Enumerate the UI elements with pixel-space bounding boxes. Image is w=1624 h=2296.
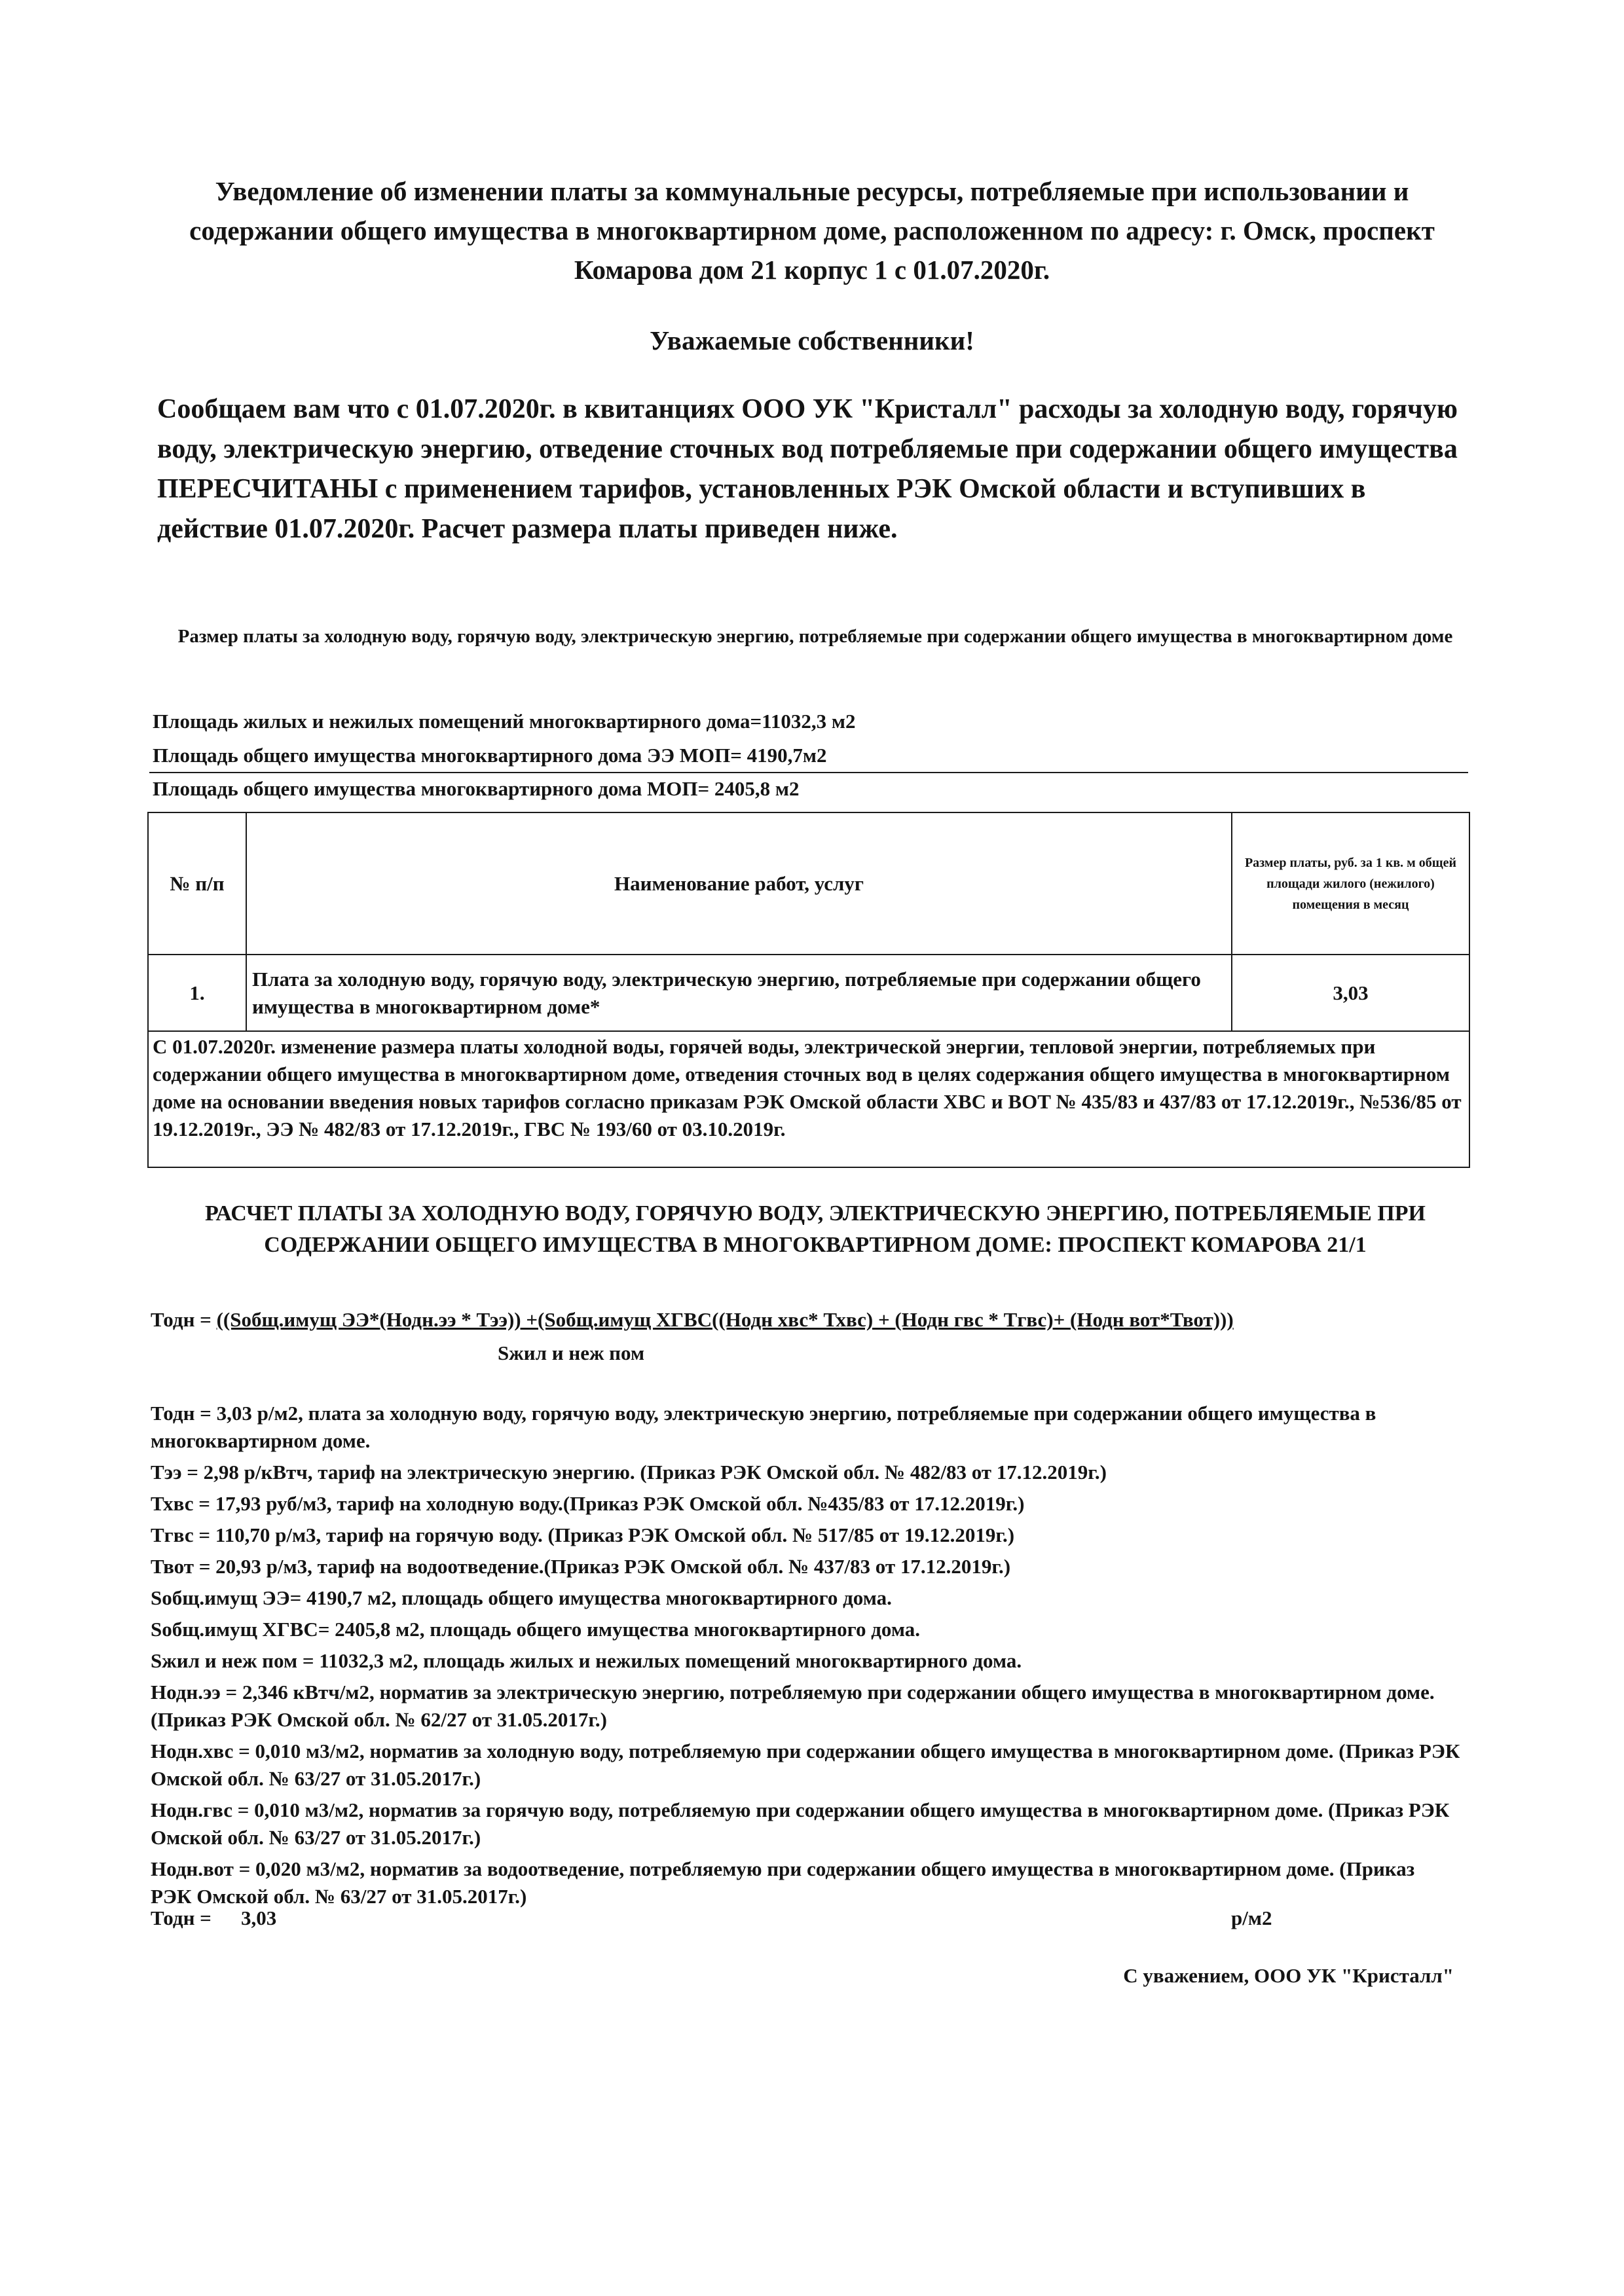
formula-numerator: ((Sобщ.имущ ЭЭ*(Нодн.ээ * Тээ)) +(Sобщ.имущ ХГВС((Нодн хвс* Тхвс) + (Нодн гвс * Тгвс)+ (Нодн вот*Твот))): [216, 1308, 1234, 1331]
result-label: Тодн =: [151, 1906, 212, 1929]
table-note-row: [148, 1031, 1469, 1167]
definition-item: Нодн.вот = 0,020 м3/м2, норматив за водоотведение, потребляемую при содержании общего имущества в многоквартирном доме. (Приказ РЭК Омской обл. № 63/27 от 31.05.2017г.): [151, 1857, 1415, 1908]
table-row: [148, 955, 1469, 1031]
definition-item: Тээ = 2,98 р/кВтч, тариф на электрическую энергию. (Приказ РЭК Омской обл. № 482/83 от 17.12.2019г.): [151, 1461, 1107, 1484]
area-common-ee: Площадь общего имущества многоквартирного дома ЭЭ МОП= 4190,7м2: [153, 744, 827, 767]
table-note: С 01.07.2020г. изменение размера платы холодной воды, горячей воды, электрической энергии, тепловой энергии, потребляемых при содержании общего имущества в многоквартирном доме, отведения сточных вод в целях содержания общего имущества в многоквартирном доме на основании введения новых тарифов согласно приказам РЭК Омской области ХВС и ВОТ № 435/83 и 437/83 от 17.12.2019г., №536/85 от 19.12.2019г., ЭЭ № 482/83 от 17.12.2019г., ГВС № 193/60 от 03.10.2019г.: [148, 1031, 1469, 1167]
section-heading: Размер платы за холодную воду, горячую воду, электрическую энергию, потребляемые при содержании общего имущества в многоквартирном доме: [177, 626, 1453, 647]
definition-item: Нодн.гвс = 0,010 м3/м2, норматив за горячую воду, потребляемую при содержании общего имущества в многоквартирном доме. (Приказ РЭК Омской обл. № 63/27 от 31.05.2017г.): [151, 1798, 1450, 1849]
formula: [151, 1307, 1234, 1333]
greeting: Уважаемые собственники!: [650, 325, 974, 355]
definition-item: Твот = 20,93 р/м3, тариф на водоотведение.(Приказ РЭК Омской обл. № 437/83 от 17.12.2019г.): [151, 1555, 1011, 1578]
row-name: Плата за холодную воду, горячую воду, электрическую энергию, потребляемые при содержании общего имущества в многоквартирном доме*: [246, 955, 1232, 1031]
header-rate: Размер платы, руб. за 1 кв. м общей площади жилого (нежилого) помещения в месяц: [1232, 812, 1469, 955]
row-num: 1.: [148, 955, 246, 1031]
calc-heading: РАСЧЕТ ПЛАТЫ ЗА ХОЛОДНУЮ ВОДУ, ГОРЯЧУЮ ВОДУ, ЭЛЕКТРИЧЕСКУЮ ЭНЕРГИЮ, ПОТРЕБЛЯЕМЫЕ ПРИ СОДЕРЖАНИИ ОБЩЕГО ИМУЩЕСТВА В МНОГОКВАРТИРНОМ ДОМЕ: ПРОСПЕКТ КОМАРОВА 21/1: [205, 1201, 1426, 1257]
result-value: 3,03: [241, 1906, 277, 1929]
signature: С уважением, ООО УК "Кристалл": [1123, 1964, 1454, 1987]
area-common-mop: Площадь общего имущества многоквартирного дома МОП= 2405,8 м2: [153, 777, 800, 800]
row-rate: 3,03: [1232, 955, 1469, 1031]
divider: [149, 772, 1468, 773]
tariff-table: [147, 812, 1470, 1168]
definition-item: Нодн.хвс = 0,010 м3/м2, норматив за холодную воду, потребляемую при содержании общего имущества в многоквартирном доме. (Приказ РЭК Омской обл. № 63/27 от 31.05.2017г.): [151, 1740, 1460, 1790]
definition-item: Тхвс = 17,93 руб/м3, тариф на холодную воду.(Приказ РЭК Омской обл. №435/83 от 17.12.2019г.): [151, 1492, 1025, 1515]
formula-denominator: Sжил и неж пом: [498, 1341, 645, 1364]
intro-paragraph: Сообщаем вам что с 01.07.2020г. в квитанциях ООО УК "Кристалл" расходы за холодную воду, горячую воду, электрическую энергию, отведение сточных вод потребляемые при содержании общего имущества ПЕРЕСЧИТАНЫ с применением тарифов, установленных РЭК Омской области и вступивших в действие 01.07.2020г. Расчет размера платы приведен ниже.: [157, 394, 1458, 544]
definitions-list: [151, 1400, 1460, 1914]
definition-item: Нодн.ээ = 2,346 кВтч/м2, норматив за электрическую энергию, потребляемую при содержании общего имущества в многоквартирном доме.(Приказ РЭК Омской обл. № 62/27 от 31.05.2017г.): [151, 1681, 1435, 1731]
definition-item: Тодн = 3,03 р/м2, плата за холодную воду, горячую воду, электрическую энергию, потребляемые при содержании общего имущества в многоквартирном доме.: [151, 1402, 1376, 1452]
result-unit: р/м2: [1231, 1906, 1272, 1929]
area-residential: Площадь жилых и нежилых помещений многоквартирного дома=11032,3 м2: [153, 710, 856, 733]
definition-item: Sобщ.имущ ХГВС= 2405,8 м2, площадь общего имущества многоквартирного дома.: [151, 1618, 920, 1641]
notice-title: Уведомление об изменении платы за коммунальные ресурсы, потребляемые при использовании и содержании общего имущества в многоквартирном доме, расположенном по адресу: г. Омск, проспект Комарова дом 21 корпус 1 с 01.07.2020г.: [189, 176, 1435, 285]
definition-item: Sжил и неж пом = 11032,3 м2, площадь жилых и нежилых помещений многоквартирного дома.: [151, 1649, 1022, 1672]
header-name: Наименование работ, услуг: [246, 812, 1232, 955]
header-num: № п/п: [148, 812, 246, 955]
formula-prefix: Тодн =: [151, 1308, 217, 1331]
table-header-row: [148, 812, 1469, 955]
definition-item: Тгвс = 110,70 р/м3, тариф на горячую воду. (Приказ РЭК Омской обл. № 517/85 от 19.12.2019г.): [151, 1523, 1015, 1546]
definition-item: Sобщ.имущ ЭЭ= 4190,7 м2, площадь общего имущества многоквартирного дома.: [151, 1586, 892, 1609]
